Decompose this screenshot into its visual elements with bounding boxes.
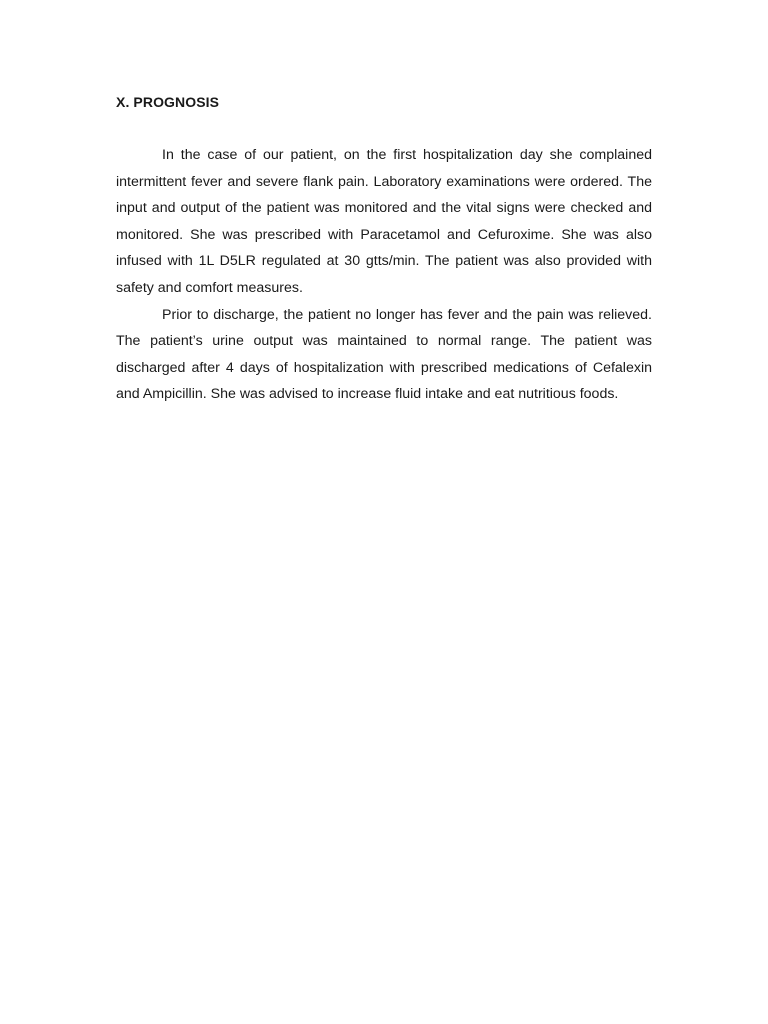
paragraph-discharge: Prior to discharge, the patient no longer has fever and the pain was relieved. The patient’s urine output was maintained to normal range. The patient was discharged after 4 days of hospitalization with prescribed medications of Cefalexin and Ampicillin. She was advised to increase fluid intake and eat nutritious foods. [116,306,652,403]
section-body [116,142,652,408]
paragraph-hospital-course: In the case of our patient, on the first hospitalization day she complained intermittent fever and severe flank pain. Laboratory examinations were ordered. The input and output of the patient was monitored and the vital signs were checked and monitored. She was prescribed with Paracetamol and Cefuroxime. She was also infused with 1L D5LR regulated at 30 gtts/min. The patient was also provided with safety and comfort measures. [116,147,652,296]
section-heading: X. PROGNOSIS [116,94,220,110]
